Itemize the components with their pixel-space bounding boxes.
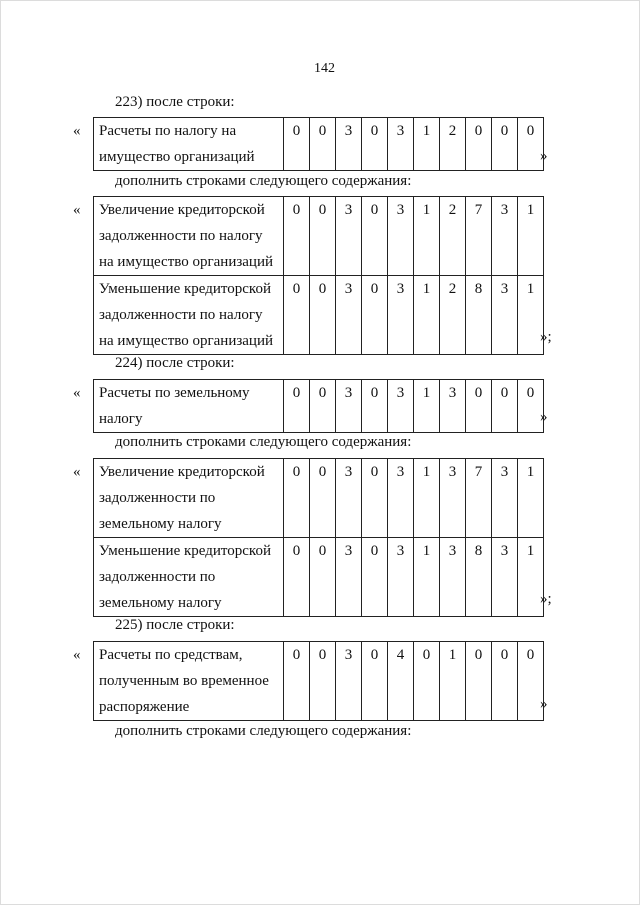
- row-name: Увеличение кредиторской задолженности по налогу на имущество организаций: [94, 197, 284, 276]
- code-digit: 0: [492, 642, 518, 721]
- code-digit: 3: [492, 459, 518, 538]
- code-digit: 0: [414, 642, 440, 721]
- code-digit: 1: [518, 538, 544, 617]
- code-digit: 0: [466, 380, 492, 433]
- code-table: [93, 379, 544, 433]
- code-digit: 3: [492, 538, 518, 617]
- code-digit: 3: [388, 380, 414, 433]
- code-digit: 3: [336, 459, 362, 538]
- code-table: [93, 458, 544, 617]
- code-digit: 8: [466, 538, 492, 617]
- table-row: [94, 197, 544, 276]
- code-digit: 0: [362, 380, 388, 433]
- code-digit: 3: [336, 380, 362, 433]
- code-digit: 0: [362, 538, 388, 617]
- code-digit: 0: [310, 538, 336, 617]
- code-digit: 2: [440, 197, 466, 276]
- code-digit: 1: [518, 459, 544, 538]
- close-quote: »;: [540, 591, 552, 607]
- code-digit: 1: [518, 197, 544, 276]
- code-digit: 0: [492, 380, 518, 433]
- open-quote: «: [73, 385, 81, 401]
- row-name: Уменьшение кредиторской задолженности по земельному налогу: [94, 538, 284, 617]
- table-row: [94, 642, 544, 721]
- code-digit: 8: [466, 276, 492, 355]
- code-digit: 0: [362, 118, 388, 171]
- open-quote: «: [73, 647, 81, 663]
- code-table: [93, 196, 544, 355]
- code-digit: 1: [414, 459, 440, 538]
- item-heading: 223) после строки:: [115, 94, 235, 110]
- supplement-text: дополнить строками следующего содержания:: [115, 434, 412, 450]
- code-digit: 1: [440, 642, 466, 721]
- open-quote: «: [73, 464, 81, 480]
- row-name: Уменьшение кредиторской задолженности по налогу на имущество организаций: [94, 276, 284, 355]
- code-table: [93, 117, 544, 171]
- code-digit: 0: [518, 118, 544, 171]
- row-name: Расчеты по средствам, полученным во временное распоряжение: [94, 642, 284, 721]
- item-heading: 225) после строки:: [115, 617, 235, 633]
- code-digit: 0: [284, 118, 310, 171]
- code-digit: 0: [310, 459, 336, 538]
- code-digit: 0: [362, 459, 388, 538]
- code-digit: 3: [440, 459, 466, 538]
- code-digit: 0: [284, 276, 310, 355]
- code-digit: 3: [388, 538, 414, 617]
- close-quote: »: [540, 409, 548, 425]
- page-number: 142: [314, 61, 335, 76]
- row-name: Расчеты по земельному налогу: [94, 380, 284, 433]
- code-digit: 0: [284, 642, 310, 721]
- code-digit: 0: [310, 118, 336, 171]
- code-digit: 1: [414, 197, 440, 276]
- open-quote: «: [73, 123, 81, 139]
- row-name: Увеличение кредиторской задолженности по земельному налогу: [94, 459, 284, 538]
- code-digit: 0: [284, 538, 310, 617]
- code-digit: 7: [466, 459, 492, 538]
- code-digit: 0: [310, 197, 336, 276]
- code-digit: 0: [310, 380, 336, 433]
- code-digit: 7: [466, 197, 492, 276]
- code-digit: 1: [414, 538, 440, 617]
- table-row: [94, 459, 544, 538]
- code-digit: 3: [492, 197, 518, 276]
- item-heading: 224) после строки:: [115, 355, 235, 371]
- code-digit: 3: [388, 197, 414, 276]
- code-digit: 0: [284, 459, 310, 538]
- table-row: [94, 118, 544, 171]
- code-digit: 1: [414, 118, 440, 171]
- code-digit: 4: [388, 642, 414, 721]
- code-digit: 3: [388, 118, 414, 171]
- code-digit: 0: [310, 642, 336, 721]
- code-digit: 3: [440, 380, 466, 433]
- code-digit: 2: [440, 276, 466, 355]
- code-digit: 2: [440, 118, 466, 171]
- supplement-text: дополнить строками следующего содержания:: [115, 173, 412, 189]
- open-quote: «: [73, 202, 81, 218]
- close-quote: »: [540, 148, 548, 164]
- table-row: [94, 380, 544, 433]
- close-quote: »: [540, 696, 548, 712]
- code-digit: 3: [388, 276, 414, 355]
- code-digit: 1: [414, 276, 440, 355]
- code-digit: 3: [388, 459, 414, 538]
- code-digit: 0: [466, 642, 492, 721]
- code-table: [93, 641, 544, 721]
- code-digit: 0: [362, 276, 388, 355]
- code-digit: 0: [310, 276, 336, 355]
- code-digit: 3: [336, 197, 362, 276]
- code-digit: 0: [362, 197, 388, 276]
- code-digit: 3: [336, 276, 362, 355]
- table-row: [94, 538, 544, 617]
- supplement-text: дополнить строками следующего содержания:: [115, 723, 412, 739]
- table-row: [94, 276, 544, 355]
- row-name: Расчеты по налогу на имущество организаций: [94, 118, 284, 171]
- close-quote: »;: [540, 329, 552, 345]
- code-digit: 3: [336, 642, 362, 721]
- code-digit: 0: [284, 197, 310, 276]
- code-digit: 3: [440, 538, 466, 617]
- code-digit: 0: [492, 118, 518, 171]
- code-digit: 0: [518, 380, 544, 433]
- code-digit: 1: [518, 276, 544, 355]
- code-digit: 0: [518, 642, 544, 721]
- code-digit: 3: [492, 276, 518, 355]
- code-digit: 3: [336, 118, 362, 171]
- code-digit: 3: [336, 538, 362, 617]
- code-digit: 0: [284, 380, 310, 433]
- code-digit: 0: [362, 642, 388, 721]
- code-digit: 1: [414, 380, 440, 433]
- code-digit: 0: [466, 118, 492, 171]
